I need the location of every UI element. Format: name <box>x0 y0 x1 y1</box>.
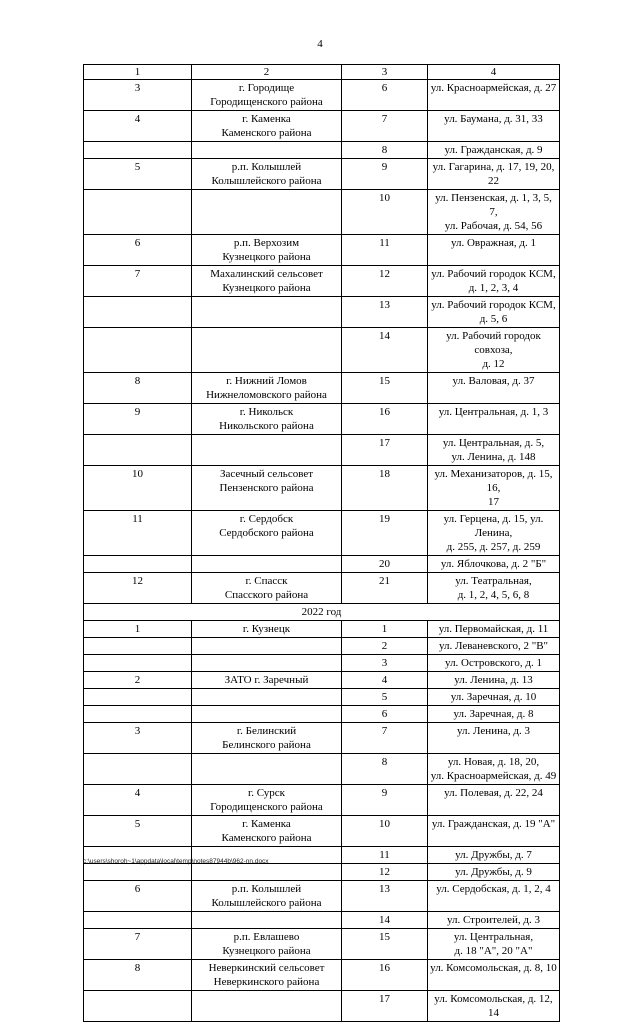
row-number: 8 <box>84 373 192 404</box>
address <box>428 816 560 847</box>
locality-line: Неверкинского района <box>213 976 320 988</box>
address-line: ул. Комсомольская, д. 8, 10 <box>430 962 557 974</box>
locality <box>192 573 342 604</box>
row-number-empty <box>84 706 192 723</box>
table-row <box>84 297 560 328</box>
locality-line: Нижнеломовского района <box>206 389 327 401</box>
address <box>428 960 560 991</box>
address <box>428 142 560 159</box>
building-number: 21 <box>342 573 428 604</box>
header-cell-1: 1 <box>84 65 192 80</box>
header-cell-2: 2 <box>192 65 342 80</box>
address-line: ул. Ленина, д. 13 <box>454 674 533 686</box>
table-row <box>84 190 560 235</box>
locality-line: р.п. Евлашево <box>233 931 300 943</box>
row-number: 7 <box>84 266 192 297</box>
locality-line: Колышлейского района <box>211 897 322 909</box>
table-row <box>84 556 560 573</box>
table-row <box>84 373 560 404</box>
row-number: 5 <box>84 159 192 190</box>
address-line: ул. Механизаторов, д. 15, 16, <box>434 468 553 494</box>
address-line: ул. Сердобская, д. 1, 2, 4 <box>436 883 551 895</box>
address <box>428 404 560 435</box>
locality-line: г. Белинский <box>236 725 297 737</box>
address-line: ул. Рабочая, д. 54, 56 <box>444 220 543 232</box>
address-line: ул. Заречная, д. 8 <box>453 708 534 720</box>
locality-line: р.п. Колышлей <box>231 161 302 173</box>
locality-empty <box>192 435 342 466</box>
building-number: 13 <box>342 881 428 912</box>
locality-line: г. Кузнецк <box>242 623 291 635</box>
locality <box>192 235 342 266</box>
file-path-footer: c:\users\shoroh~1\appdata\local\temp\notes87944b\962-nn.docx <box>83 858 269 865</box>
page-number: 4 <box>317 38 323 50</box>
address-line: ул. Новая, д. 18, 20, <box>447 756 540 768</box>
locality-empty <box>192 190 342 235</box>
address <box>428 689 560 706</box>
locality-line: г. Нижний Ломов <box>226 375 307 387</box>
locality-line: р.п. Верхозим <box>233 237 300 249</box>
building-number: 15 <box>342 373 428 404</box>
table-row <box>84 864 560 881</box>
address-line: ул. Ленина, д. 148 <box>451 451 536 463</box>
row-number: 8 <box>84 960 192 991</box>
address <box>428 266 560 297</box>
row-number: 3 <box>84 723 192 754</box>
row-number-empty <box>84 435 192 466</box>
building-number: 11 <box>342 235 428 266</box>
address <box>428 297 560 328</box>
locality <box>192 373 342 404</box>
table-row <box>84 404 560 435</box>
table-row <box>84 111 560 142</box>
building-number: 14 <box>342 328 428 373</box>
address-line: ул. Первомайская, д. 11 <box>438 623 549 635</box>
address-line: 17 <box>488 496 499 508</box>
address-line: ул. Строителей, д. 3 <box>446 914 541 926</box>
row-number: 4 <box>84 785 192 816</box>
address <box>428 785 560 816</box>
building-number: 6 <box>342 80 428 111</box>
locality <box>192 266 342 297</box>
address-line: ул. Островского, д. 1 <box>445 657 542 669</box>
building-number: 8 <box>342 754 428 785</box>
table-row <box>84 929 560 960</box>
building-number: 16 <box>342 404 428 435</box>
address-line: д. 255, д. 257, д. 259 <box>446 541 541 553</box>
building-number: 12 <box>342 864 428 881</box>
address <box>428 754 560 785</box>
address <box>428 111 560 142</box>
locality-line: р.п. Колышлей <box>231 883 302 895</box>
address-line: ул. Центральная, <box>453 931 534 943</box>
locality-line: г. Каменка <box>242 113 291 125</box>
building-number: 1 <box>342 621 428 638</box>
locality-line: Махалинский сельсовет <box>210 268 323 280</box>
table-row <box>84 621 560 638</box>
address <box>428 556 560 573</box>
address-line: ул. Красноармейская, д. 27 <box>430 82 557 94</box>
address <box>428 159 560 190</box>
address-line: ул. Гражданская, д. 19 "А" <box>431 818 556 830</box>
row-number-empty <box>84 328 192 373</box>
locality-empty <box>192 638 342 655</box>
row-number: 12 <box>84 573 192 604</box>
address <box>428 847 560 864</box>
table-row <box>84 723 560 754</box>
locality <box>192 80 342 111</box>
address <box>428 655 560 672</box>
row-number-empty <box>84 754 192 785</box>
row-number: 9 <box>84 404 192 435</box>
address-line: ул. Красноармейская, д. 49 <box>430 770 557 782</box>
address-line: ул. Дружбы, д. 7 <box>455 849 532 861</box>
address <box>428 373 560 404</box>
address-line: ул. Баумана, д. 31, 33 <box>444 113 543 125</box>
building-number: 18 <box>342 466 428 511</box>
address-line: д. 5, 6 <box>479 313 508 325</box>
locality <box>192 929 342 960</box>
table-row <box>84 785 560 816</box>
address-line: ул. Центральная, д. 1, 3 <box>438 406 549 418</box>
locality <box>192 404 342 435</box>
address-line: ул. Рабочий городок КСМ, <box>431 299 556 311</box>
locality <box>192 785 342 816</box>
building-number: 6 <box>342 706 428 723</box>
building-number: 17 <box>342 991 428 1022</box>
address <box>428 672 560 689</box>
locality-empty <box>192 556 342 573</box>
locality-line: г. Каменка <box>242 818 291 830</box>
locality-line: Колышлейского района <box>211 175 322 187</box>
address-line: д. 18 "А", 20 "А" <box>454 945 533 957</box>
building-number: 9 <box>342 785 428 816</box>
table-row <box>84 573 560 604</box>
address <box>428 235 560 266</box>
row-number-empty <box>84 689 192 706</box>
address <box>428 621 560 638</box>
locality <box>192 511 342 556</box>
locality-line: Каменского района <box>221 127 312 139</box>
address <box>428 328 560 373</box>
address-line: ул. Яблочкова, д. 2 "Б" <box>440 558 547 570</box>
locality <box>192 159 342 190</box>
address <box>428 912 560 929</box>
address-line: ул. Гагарина, д. 17, 19, 20, 22 <box>432 161 555 187</box>
address <box>428 190 560 235</box>
locality-line: Сердобского района <box>219 527 314 539</box>
row-number: 6 <box>84 881 192 912</box>
row-number: 5 <box>84 816 192 847</box>
locality-line: г. Сурск <box>247 787 286 799</box>
addresses-table <box>83 64 560 1022</box>
building-number: 10 <box>342 190 428 235</box>
address-line: ул. Герцена, д. 15, ул. Ленина, <box>443 513 544 539</box>
locality-line: Каменского района <box>221 832 312 844</box>
address-line: ул. Дружбы, д. 9 <box>455 866 532 878</box>
address-line: д. 1, 2, 4, 5, 6, 8 <box>457 589 530 601</box>
address-line: д. 1, 2, 3, 4 <box>468 282 519 294</box>
address <box>428 573 560 604</box>
building-number: 3 <box>342 655 428 672</box>
address <box>428 435 560 466</box>
table-row <box>84 991 560 1022</box>
row-number-empty <box>84 912 192 929</box>
table-row <box>84 266 560 297</box>
locality-line: Кузнецкого района <box>222 251 311 263</box>
header-cell-3: 3 <box>342 65 428 80</box>
address-line: ул. Театральная, <box>455 575 532 587</box>
building-number: 15 <box>342 929 428 960</box>
address <box>428 991 560 1022</box>
building-number: 19 <box>342 511 428 556</box>
row-number: 4 <box>84 111 192 142</box>
address-line: ул. Ленина, д. 3 <box>457 725 530 737</box>
locality-line: Городищенского района <box>210 801 323 813</box>
building-number: 14 <box>342 912 428 929</box>
table-row <box>84 960 560 991</box>
table-row <box>84 672 560 689</box>
address-line: ул. Заречная, д. 10 <box>450 691 537 703</box>
locality-empty <box>192 754 342 785</box>
address <box>428 723 560 754</box>
locality-line: г. Сердобск <box>239 513 294 525</box>
row-number: 1 <box>84 621 192 638</box>
building-number: 7 <box>342 111 428 142</box>
table-row <box>84 912 560 929</box>
row-number-empty <box>84 655 192 672</box>
header-row <box>84 65 560 80</box>
header-cell-4: 4 <box>428 65 560 80</box>
locality-line: Городищенского района <box>210 96 323 108</box>
row-number-empty <box>84 190 192 235</box>
locality <box>192 466 342 511</box>
locality-empty <box>192 864 342 881</box>
locality-line: Белинского района <box>222 739 311 751</box>
address-line: ул. Полевая, д. 22, 24 <box>444 787 543 799</box>
locality-line: Никольского района <box>219 420 314 432</box>
address <box>428 864 560 881</box>
table-row <box>84 511 560 556</box>
locality-line: Спасского района <box>224 589 309 601</box>
row-number: 6 <box>84 235 192 266</box>
address-line: ул. Валовая, д. 37 <box>452 375 535 387</box>
building-number: 11 <box>342 847 428 864</box>
locality-line: г. Спасск <box>245 575 288 587</box>
row-number-empty <box>84 991 192 1022</box>
address <box>428 638 560 655</box>
building-number: 9 <box>342 159 428 190</box>
address-line: д. 12 <box>482 358 505 370</box>
table-row <box>84 655 560 672</box>
locality <box>192 881 342 912</box>
row-number-empty <box>84 556 192 573</box>
row-number: 2 <box>84 672 192 689</box>
building-number: 20 <box>342 556 428 573</box>
locality <box>192 816 342 847</box>
locality-line: ЗАТО г. Заречный <box>224 674 309 686</box>
table-row <box>84 638 560 655</box>
address-line: ул. Пензенская, д. 1, 3, 5, 7, <box>435 192 552 218</box>
locality-empty <box>192 912 342 929</box>
section-row <box>84 604 560 621</box>
locality-empty <box>192 655 342 672</box>
table-row <box>84 435 560 466</box>
locality-line: Кузнецкого района <box>222 945 311 957</box>
address <box>428 929 560 960</box>
table-row <box>84 466 560 511</box>
table-row <box>84 159 560 190</box>
address <box>428 881 560 912</box>
row-number-empty <box>84 638 192 655</box>
section-title: 2022 год <box>84 604 560 621</box>
address-line: ул. Гражданская, д. 9 <box>444 144 543 156</box>
row-number: 7 <box>84 929 192 960</box>
address-line: ул. Леваневского, 2 "В" <box>438 640 549 652</box>
address <box>428 466 560 511</box>
row-number-empty <box>84 297 192 328</box>
table-row <box>84 881 560 912</box>
row-number-empty <box>84 864 192 881</box>
building-number: 7 <box>342 723 428 754</box>
address <box>428 511 560 556</box>
table-row <box>84 328 560 373</box>
locality-line: Кузнецкого района <box>222 282 311 294</box>
address-line: ул. Рабочий городок КСМ, <box>431 268 556 280</box>
locality-empty <box>192 297 342 328</box>
building-number: 8 <box>342 142 428 159</box>
locality-line: Неверкинский сельсовет <box>208 962 325 974</box>
locality-line: г. Никольск <box>239 406 294 418</box>
building-number: 13 <box>342 297 428 328</box>
address-line: ул. Центральная, д. 5, <box>442 437 545 449</box>
address <box>428 80 560 111</box>
locality <box>192 672 342 689</box>
locality <box>192 621 342 638</box>
row-number: 11 <box>84 511 192 556</box>
address <box>428 706 560 723</box>
row-number: 3 <box>84 80 192 111</box>
building-number: 5 <box>342 689 428 706</box>
locality-empty <box>192 328 342 373</box>
address-line: ул. Комсомольская, д. 12, 14 <box>434 993 553 1019</box>
locality <box>192 111 342 142</box>
building-number: 2 <box>342 638 428 655</box>
locality-line: г. Городище <box>238 82 295 94</box>
locality-empty <box>192 689 342 706</box>
building-number: 4 <box>342 672 428 689</box>
locality-line: Пензенского района <box>219 482 314 494</box>
table-row <box>84 689 560 706</box>
locality-empty <box>192 706 342 723</box>
address-line: ул. Овражная, д. 1 <box>450 237 537 249</box>
building-number: 16 <box>342 960 428 991</box>
table-row <box>84 754 560 785</box>
row-number-empty <box>84 142 192 159</box>
table-row <box>84 816 560 847</box>
table-row <box>84 80 560 111</box>
building-number: 17 <box>342 435 428 466</box>
locality <box>192 960 342 991</box>
row-number: 10 <box>84 466 192 511</box>
locality <box>192 723 342 754</box>
locality-line: Засечный сельсовет <box>219 468 314 480</box>
locality-empty <box>192 142 342 159</box>
locality-empty <box>192 991 342 1022</box>
address-line: ул. Рабочий городок совхоза, <box>446 330 541 356</box>
building-number: 12 <box>342 266 428 297</box>
building-number: 10 <box>342 816 428 847</box>
table-row <box>84 142 560 159</box>
table-row <box>84 235 560 266</box>
table-row <box>84 706 560 723</box>
